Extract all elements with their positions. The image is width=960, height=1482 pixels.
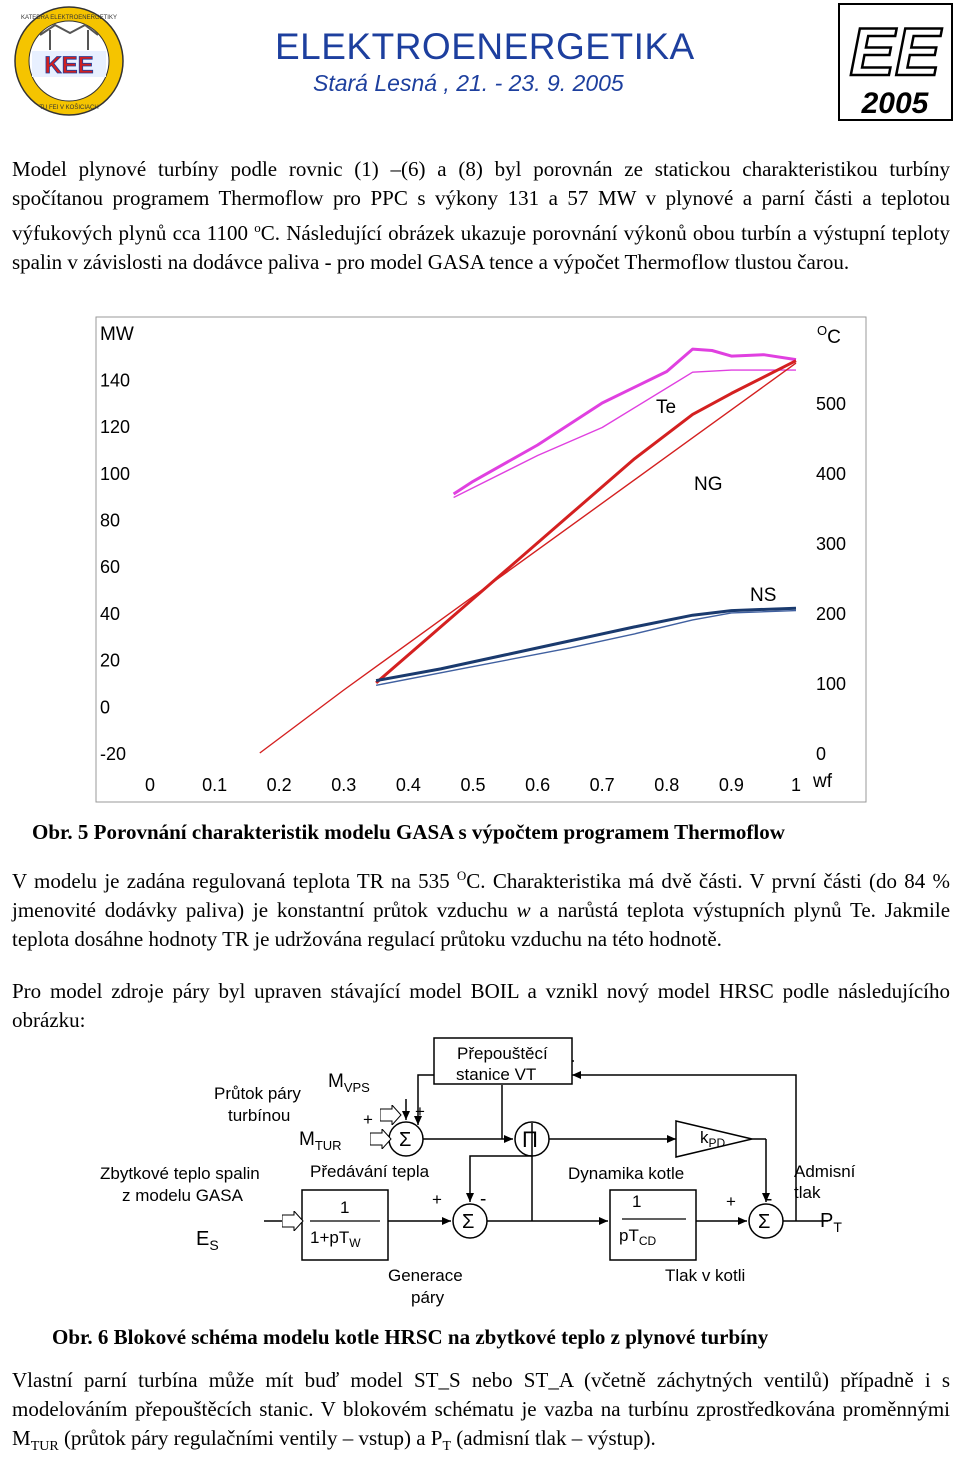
x-tick-label: 0.1 [202,775,228,795]
flow-label-line1: Průtok páry [214,1084,301,1103]
y-tick-left-label: 20 [100,650,121,671]
pt-label: $P_T$ [820,1210,842,1235]
chart-xlabel: wf [813,771,832,792]
y-tick-left-label: 120 [100,417,131,438]
x-tick-label: 0.7 [589,775,615,795]
admission-label-line1: Admisní [794,1162,856,1181]
x-tick-label: 0.4 [395,775,421,795]
tf2-denominator: $pT_{CD}$ [619,1226,657,1248]
chart-ylabel-right: $^O$C [817,323,841,348]
paragraph-4-sub2: T [442,1439,452,1455]
paragraph-4 [12,1366,950,1461]
kee-logo [10,5,128,117]
sum2-symbol: Σ [462,1211,475,1233]
paragraph-1-text-b: C. Následující obrázek ukazuje porovnání výkonů obou turbín a výstupní teploty spalin v závislosti na dodávce paliva - pro model GASA tence a výpočet Thermoflow tlustou čarou. [12,221,950,274]
sum1-plus-top: + [415,1102,425,1121]
x-tick-label: 0.9 [718,775,744,795]
x-tick-label: 0 [144,775,156,795]
y-tick-right-label: 100 [816,674,847,694]
y-tick-right-label: 500 [816,394,847,414]
admission-label-line2: tlak [794,1183,821,1202]
kee-logo-text: KEE [44,52,94,79]
chart-frame [96,317,866,802]
sum3-minus: - [766,1189,773,1210]
x-tick-label: 0.3 [331,775,357,795]
y-tick-left-label: 80 [100,510,121,531]
m-vps-label: $M_{VPS}$ [328,1071,370,1095]
y-tick-right-label: 0 [816,744,827,764]
fig5-caption-label: Obr. [32,820,73,844]
y-tick-left-label: 140 [100,370,131,391]
paragraph-2-text-b: C. Charakteristika má dvě části. V první části (do 84 % jmenovité dodávky paliva) je konstantní průtok vzduchu [12,869,950,922]
fig6-caption [52,1325,768,1350]
gen-label-line2: páry [411,1288,445,1307]
y-tick-left-label: -20 [100,744,127,764]
paragraph-4-sub1: TUR [30,1439,59,1455]
kee-logo-bottom-text: TU FEI V KOŠICIACH [39,105,99,111]
tf1-numerator: 1 [340,1198,350,1217]
sum1-symbol: Σ [399,1129,412,1151]
pi-symbol: Π [522,1127,538,1152]
y-tick-right-label: 300 [816,534,847,554]
fig6-caption-text: 6 Blokové schéma modelu kotle HRSC na zbytkové teplo z plynové turbíny [97,1325,769,1349]
header-title: ELEKTROENERGETIKA [275,26,695,67]
paragraph-2 [12,861,950,954]
paragraph-2-w: w [516,898,531,922]
sum3-plus: + [726,1192,736,1211]
paragraph-4-text-b: (průtok páry regulačními ventily – vstup) a P [63,1426,443,1450]
fig5-caption [32,820,785,845]
paragraph-4-text-c: (admisní tlak – výstup). [456,1426,656,1450]
residual-label-line1: Zbytkové teplo spalin [100,1164,260,1183]
tf1-denominator: $1+pT_W$ [310,1228,361,1250]
y-tick-right-label: 200 [816,604,847,624]
x-tick-label: 0.6 [525,775,551,795]
flow-label-line2: turbínou [228,1106,291,1125]
sum1-plus-left: + [363,1110,373,1129]
heat-transfer-label: Předávání tepla [310,1162,430,1181]
x-tick-label: 0.8 [654,775,680,795]
sum3-symbol: Σ [758,1211,771,1233]
fig5-caption-text: 5 Porovnání charakteristik modelu GASA s výpočtem programem Thermoflow [77,820,785,844]
chart-ylabel-left: MW [100,324,134,345]
sum2-plus: + [432,1190,442,1209]
kpd-label: $k_{PD}$ [700,1128,726,1150]
chart-annotation-te: Te [656,397,677,418]
ee-logo [838,3,953,121]
ee-logo-year: 2005 [861,87,929,120]
bypass-label-line2: stanice VT [456,1065,537,1084]
header-subtitle: Stará Lesná , 21. - 23. 9. 2005 [313,70,624,96]
m-tur-label: $M_{TUR}$ [299,1129,342,1153]
fig6-diagram [10,1035,950,1315]
dyn-label: Dynamika kotle [568,1164,685,1183]
fig5-chart [90,315,870,805]
chart-annotation-ns: NS [750,585,777,606]
y-tick-right-label: 400 [816,464,847,484]
paragraph-3: Pro model zdroje páry byl upraven stávající model BOIL a vznikl nový model HRSC podle následujícího obrázku: [12,979,950,1032]
x-tick-label: 0.5 [460,775,486,795]
paragraph-1-text-a: Model plynové turbíny podle rovnic (1) –(6) a (8) byl porovnán ze statickou charakteristikou turbíny spočítanou programem Thermoflow pro PPC s výkony 131 a 57 MW v plynové a parní části a teplotou výfukových plynů cca 1100 [12,157,950,245]
paragraph-4-text-a: Vlastní parní turbína může mít buď model ST_S nebo ST_A (včetně záchytných ventilů) případně i s modelováním přepouštěcích stanic. V blokovém schématu je vazba na turbínu zprostředkována proměnnými M [12,1368,950,1450]
residual-label-line2: z modelu GASA [122,1186,243,1205]
es-label: $E_S$ [196,1228,219,1253]
tf2-numerator: 1 [632,1192,642,1211]
ee-logo-text: EE [849,14,941,90]
y-tick-left-label: 0 [100,697,111,718]
paragraph-1 [12,155,950,277]
paragraph-2-text-a: V modelu je zadána regulovaná teplota TR na 535 [12,869,450,893]
boiler-pressure-label: Tlak v kotli [665,1266,746,1285]
x-tick-label: 0.2 [266,775,292,795]
fig6-caption-label: Obr. [52,1325,93,1349]
paragraph-2-text-c: a narůstá teplota výstupních plynů Te. Jakmile teplota dosáhne hodnoty TR je udržována regulací průtoku vzduchu na této hodnotě. [12,898,951,951]
chart-annotation-ng: NG [694,474,723,495]
paragraph-2-sup: O [456,868,467,883]
bypass-label-line1: Přepouštěcí [457,1044,548,1063]
sum2-minus: - [480,1189,487,1210]
y-tick-left-label: 40 [100,603,121,624]
kee-logo-top-text: KATEDRA ELEKTROENERGETIKY [21,15,117,21]
paragraph-1-sup: o [254,220,261,235]
y-tick-left-label: 100 [100,463,131,484]
y-tick-left-label: 60 [100,557,121,578]
x-tick-label: 1 [790,775,802,795]
gen-label-line1: Generace [388,1266,463,1285]
boiler-dynamics-box [610,1190,696,1260]
